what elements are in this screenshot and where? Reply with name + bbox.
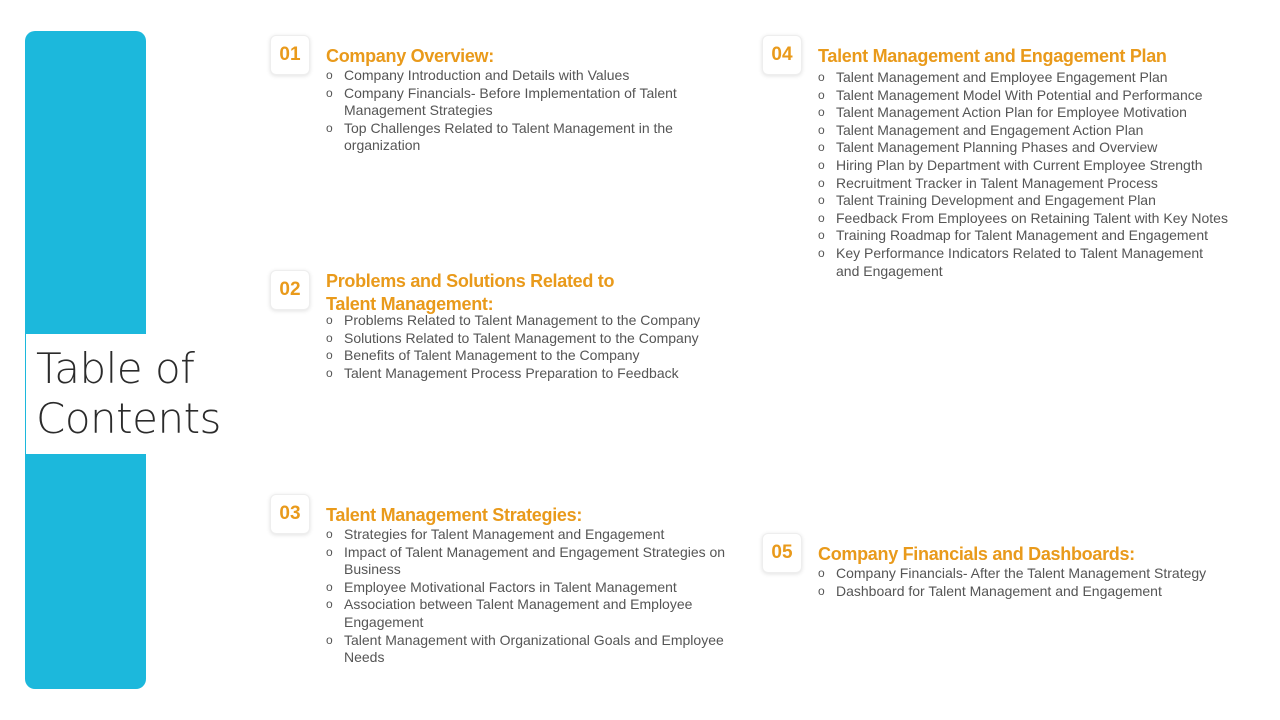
section-number: 04 (762, 35, 802, 75)
bullet-icon: o (326, 632, 333, 647)
list-item: o Dashboard for Talent Management and Engagement (818, 582, 1162, 599)
list-item: o Talent Training Development and Engagement Plan (818, 192, 1156, 209)
list-item: o Training Roadmap for Talent Management and Engagement (818, 227, 1209, 244)
bullet-icon: o (818, 157, 825, 172)
bullet-icon: o (326, 120, 333, 135)
bullet-icon: o (818, 193, 825, 208)
list-item: o Talent Management and Employee Engagement Plan (818, 69, 1168, 85)
bullet-icon: o (326, 348, 333, 363)
section-number: 02 (270, 270, 310, 310)
bullet-icon: o (326, 330, 333, 345)
list-item: o Association between Talent Management and Employee Engagement (326, 596, 693, 630)
list-item: o Talent Management and Engagement Action Plan (818, 121, 1144, 138)
page-title (26, 334, 226, 454)
bullet-icon: o (326, 313, 333, 327)
section-03 (270, 494, 740, 674)
list-item: o Strategies for Talent Management and Engagement (326, 526, 665, 542)
section-items (818, 69, 1228, 280)
bullet-icon: o (818, 105, 825, 120)
section-items (326, 526, 726, 667)
section-number: 01 (270, 35, 310, 75)
list-item: o Feedback From Employees on Retaining Talent with Key Notes (818, 209, 1228, 226)
page-title-line-2: Contents (36, 394, 221, 443)
bullet-icon: o (326, 597, 333, 612)
list-item: o Company Financials- After the Talent Management Strategy (818, 565, 1207, 581)
bullet-icon: o (818, 175, 825, 190)
bullet-icon: o (818, 228, 825, 243)
section-05 (762, 533, 1242, 633)
section-heading: Talent Management Strategies: (326, 505, 583, 525)
list-item: o Talent Management Model With Potential and Performance (818, 86, 1203, 103)
list-item: o Impact of Talent Management and Engagement Strategies on Business (326, 543, 726, 578)
section-items (818, 565, 1218, 600)
list-item: o Company Financials- Before Implementation of Talent Management Strategies (326, 84, 677, 119)
bullet-icon: o (818, 583, 825, 598)
bullet-icon: o (326, 544, 333, 559)
bullet-icon: o (818, 210, 825, 225)
section-02 (270, 270, 740, 390)
list-item: o Solutions Related to Talent Management to the Company (326, 329, 699, 346)
bullet-icon: o (818, 566, 825, 580)
section-items (326, 312, 746, 382)
list-item: o Talent Management Process Preparation to Feedback (326, 364, 679, 381)
bullet-icon: o (818, 87, 825, 102)
list-item: o Talent Management Action Plan for Employee Motivation (818, 104, 1187, 121)
list-item: o Company Introduction and Details with Values (326, 67, 630, 83)
bullet-icon: o (818, 245, 825, 260)
list-item: o Key Performance Indicators Related to Talent Management and Engagement (818, 244, 1204, 279)
bullet-icon: o (326, 579, 333, 594)
list-item: o Employee Motivational Factors in Talent Management (326, 578, 677, 595)
bullet-icon: o (326, 527, 333, 541)
list-item: o Recruitment Tracker in Talent Management Process (818, 174, 1158, 191)
section-number: 05 (762, 533, 802, 573)
bullet-icon: o (818, 70, 825, 84)
list-item: o Problems Related to Talent Management to the Company (326, 312, 701, 328)
list-item: o Talent Management with Organizational Goals and Employee Needs (326, 631, 724, 666)
bullet-icon: o (818, 122, 825, 137)
section-heading: Company Financials and Dashboards: (818, 544, 1135, 564)
section-heading: Talent Management and Engagement Plan (818, 46, 1167, 66)
list-item: o Benefits of Talent Management to the Company (326, 347, 640, 364)
section-04 (762, 35, 1242, 325)
list-item: o Hiring Plan by Department with Current Employee Strength (818, 156, 1203, 173)
page-title-line-1: Table of (36, 344, 195, 393)
bullet-icon: o (326, 85, 333, 100)
list-item: o Talent Management Planning Phases and Overview (818, 139, 1158, 156)
bullet-icon: o (326, 68, 333, 82)
bullet-icon: o (818, 140, 825, 155)
section-heading: Problems and Solutions Related to Talent Management: (326, 271, 615, 314)
list-item: o Top Challenges Related to Talent Management in the organization (326, 119, 673, 154)
section-01 (270, 35, 740, 165)
section-heading: Company Overview: (326, 46, 494, 66)
section-number: 03 (270, 494, 310, 534)
bullet-icon: o (326, 365, 333, 380)
section-items (326, 67, 726, 155)
